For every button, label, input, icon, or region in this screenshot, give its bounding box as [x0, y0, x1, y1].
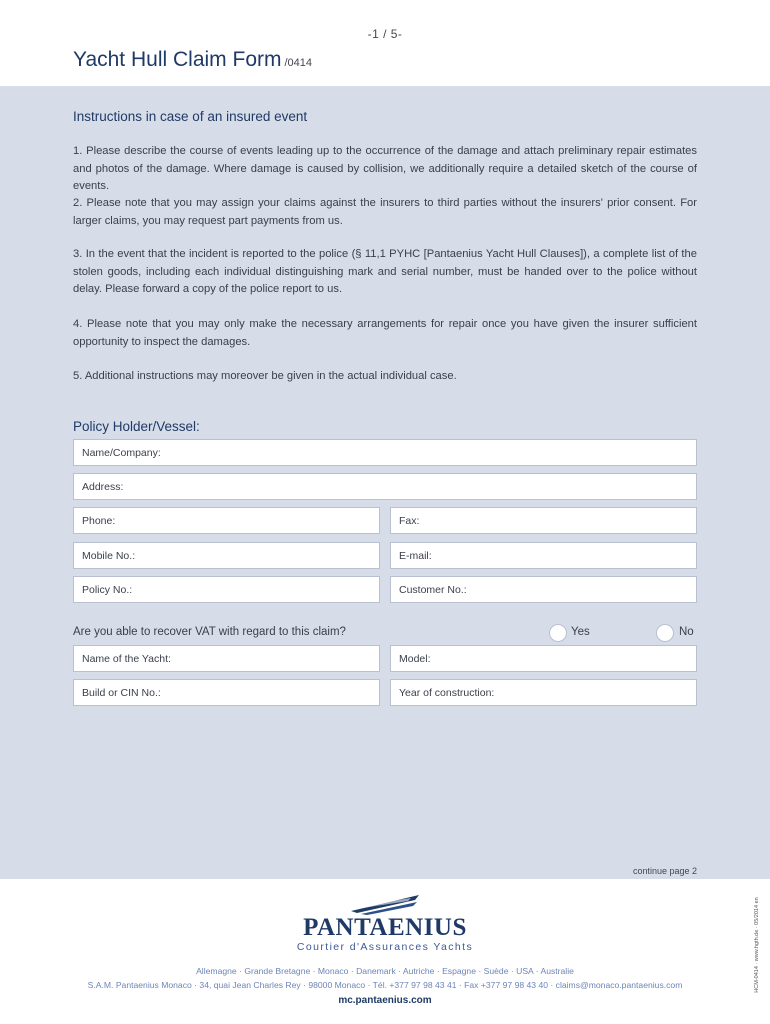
address-input[interactable]: [74, 474, 700, 501]
yacht-name-input[interactable]: [74, 646, 383, 673]
policy-no-input[interactable]: [74, 577, 383, 604]
mobile-field[interactable]: [73, 542, 380, 569]
address-field[interactable]: [73, 473, 697, 500]
footer-countries: Allemagne · Grande Bretagne · Monaco · Danemark · Autriche · Espagne · Suède · USA · Australie: [196, 966, 574, 976]
year-construction-field[interactable]: [390, 679, 697, 706]
email-field[interactable]: [390, 542, 697, 569]
yacht-name-field[interactable]: [73, 645, 380, 672]
instruction-item-4: 4. Please note that you may only make the necessary arrangements for repair once you have given the insurer sufficient opportunity to inspect the damages.: [73, 318, 697, 348]
address-label: Address:: [82, 481, 124, 493]
phone-input[interactable]: [74, 508, 383, 535]
continue-note: continue page 2: [632, 866, 697, 876]
build-cin-label: Build or CIN No.:: [82, 687, 161, 699]
email-label: E-mail:: [399, 550, 432, 562]
model-label: Model:: [399, 653, 431, 665]
build-cin-input[interactable]: [74, 680, 383, 707]
name-company-input[interactable]: [74, 440, 700, 467]
name-company-label: Name/Company:: [82, 447, 161, 459]
company-logo: [0, 893, 770, 953]
phone-field[interactable]: [73, 507, 380, 534]
policy-holder-heading: Policy Holder/Vessel:: [73, 419, 200, 434]
vat-no-radio[interactable]: [656, 624, 674, 642]
brand-tagline: Courtier d'Assurances Yachts: [296, 941, 474, 953]
instruction-item-2: 2. Please note that you may assign your claims against the insurers to third parties without the insurers' prior consent. For larger claims, you may request part payments from us.: [73, 197, 697, 227]
build-cin-field[interactable]: [73, 679, 380, 706]
customer-no-input[interactable]: [391, 577, 700, 604]
footer-address: S.A.M. Pantaenius Monaco · 34, quai Jean Charles Rey · 98000 Monaco · Tél. +377 97 98 43 41 · Fax +377 97 98 43 40 · claims@monaco.pantaenius.com: [87, 980, 683, 990]
fax-input[interactable]: [391, 508, 700, 535]
fax-field[interactable]: [390, 507, 697, 534]
instruction-item-3: 3. In the event that the incident is reported to the police (§ 11,1 PYHC [Pantaenius Yacht Hull Clauses]), a complete list of the stolen goods, including each individual distinguishing mark and serial number, must be handed over to the police without delay. Please forward a copy of the police report to us.: [73, 248, 697, 295]
vat-yes-radio[interactable]: [549, 624, 567, 642]
instructions-heading: Instructions in case of an insured event: [73, 109, 308, 124]
fax-label: Fax:: [399, 515, 420, 527]
website-link[interactable]: mc.pantaenius.com: [338, 995, 432, 1006]
policy-no-field[interactable]: [73, 576, 380, 603]
policy-no-label: Policy No.:: [82, 584, 133, 596]
yacht-name-label: Name of the Yacht:: [82, 653, 171, 665]
year-construction-label: Year of construction:: [399, 687, 495, 699]
phone-label: Phone:: [82, 515, 116, 527]
customer-no-label: Customer No.:: [399, 584, 467, 596]
page-number: -1 / 5-: [367, 27, 403, 41]
year-construction-input[interactable]: [391, 680, 700, 707]
model-field[interactable]: [390, 645, 697, 672]
vat-yes-label: Yes: [571, 626, 590, 638]
instruction-item-5: 5. Additional instructions may moreover be given in the actual individual case.: [73, 370, 457, 382]
sail-logo-icon: [347, 893, 423, 915]
document-code: HCM-0414 · www.hgth.de · 05/2014 en: [754, 897, 760, 993]
brand-name: PANTAENIUS: [303, 914, 467, 941]
email-input[interactable]: [391, 543, 700, 570]
mobile-input[interactable]: [74, 543, 383, 570]
mobile-label: Mobile No.:: [82, 550, 136, 562]
form-code: /0414: [284, 57, 313, 69]
form-title: Yacht Hull Claim Form: [73, 48, 282, 71]
instruction-item-1: 1. Please describe the course of events leading up to the occurrence of the damage and attach preliminary repair estimates and photos of the damage. Where damage is caused by collision, we additionally require a detailed sketch of the course of events.: [73, 145, 697, 192]
customer-no-field[interactable]: [390, 576, 697, 603]
name-company-field[interactable]: [73, 439, 697, 466]
vat-no-label: No: [679, 626, 694, 638]
model-input[interactable]: [391, 646, 700, 673]
vat-question: Are you able to recover VAT with regard to this claim?: [73, 626, 346, 638]
page-title: [73, 48, 312, 72]
